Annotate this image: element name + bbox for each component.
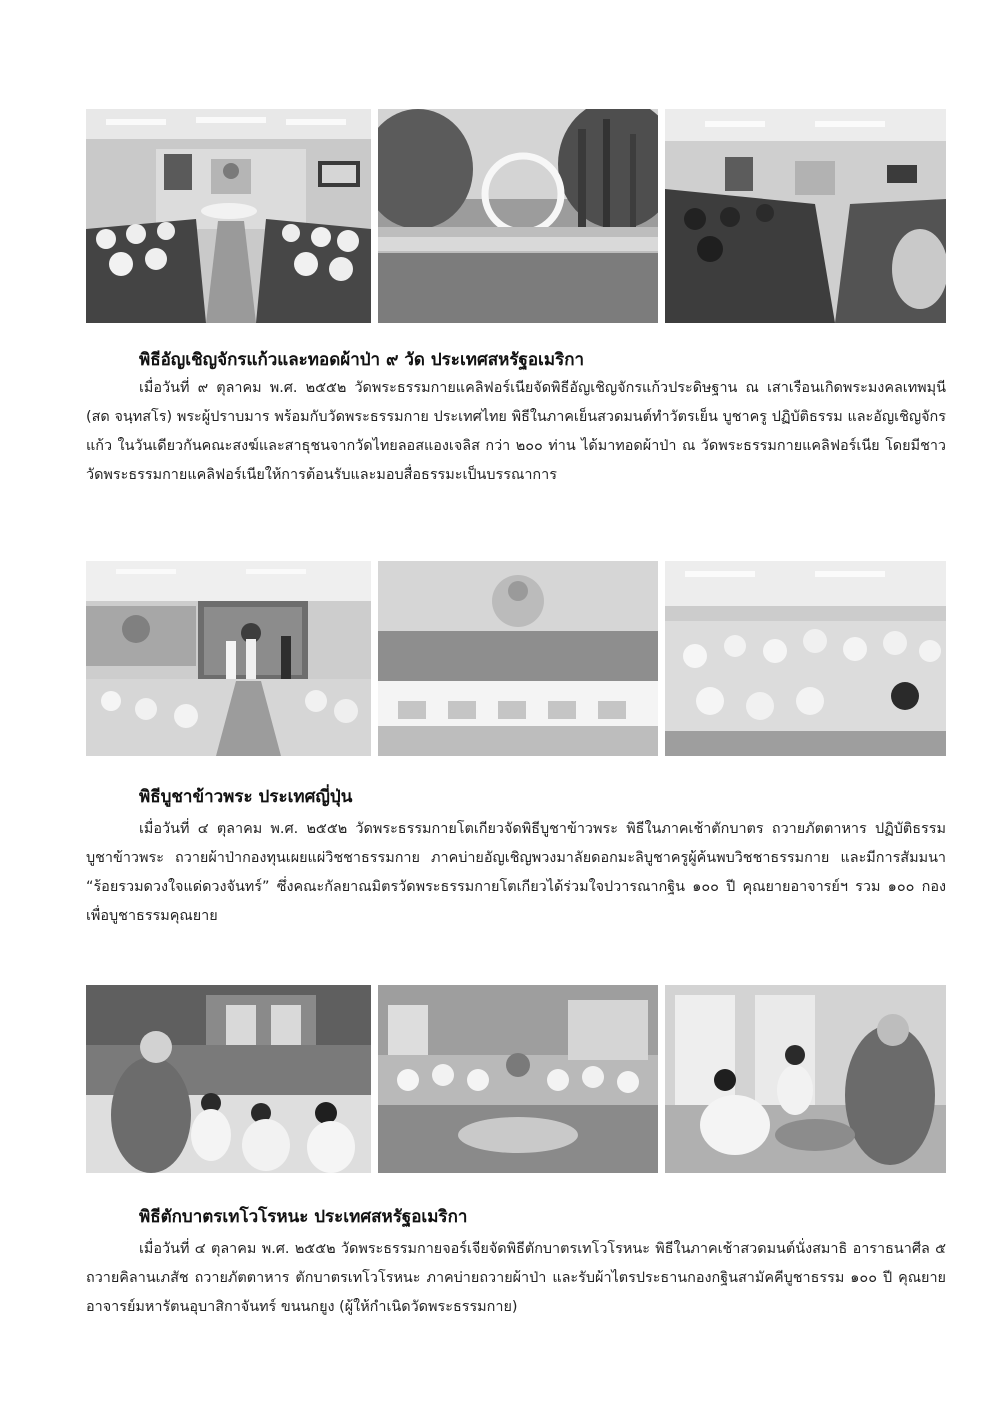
photo-row-california xyxy=(86,109,946,323)
photo-row-georgia xyxy=(86,985,946,1173)
photo-crystal-ball-outdoor xyxy=(378,109,658,323)
photo-garland-offering-crowd xyxy=(665,561,946,756)
section-body-tokyo: เมื่อวันที่ ๔ ตุลาคม พ.ศ. ๒๕๕๒ วัดพระธรรมกายโตเกียวจัดพิธีบูชาข้าวพระ พิธีในภาคเช้าตักบาตร ถวายภัตตาหาร ปฏิบัติธรรม บูชาข้าวพระ ถวายผ้าป่ากองทุนเผยแผ่วิชชาธรรมกาย ภาคบ่ายอัญเชิญพวงมาลัยดอกมะลิบูชาครูผู้ค้นพบวิชชาธรรมกาย และมีการสัมมนา “ร้อยรวมดวงใจแด่ดวงจันทร์” ซึ่งคณะกัลยาณมิตรวัดพระธรรมกายโตเกียวได้ร่วมใจปวารณากฐิน ๑๐๐ ปี คุณยายอาจารย์ฯ รวม ๑๐๐ กอง เพื่อบูชาธรรมคุณยาย xyxy=(86,821,946,924)
photo-stage-ceremony xyxy=(86,561,371,756)
photo-indoor-group-prayer xyxy=(378,985,658,1173)
photo-meditation-hall-audience xyxy=(86,109,371,323)
section-title-tokyo: พิธีบูชาข้าวพระ ประเทศญี่ปุ่น xyxy=(139,787,353,807)
section-title-georgia: พิธีตักบาตรเทโวโรหนะ ประเทศสหรัฐอเมริกา xyxy=(139,1207,468,1227)
photo-hall-side-view xyxy=(665,109,946,323)
photo-monk-receiving-robe xyxy=(665,985,946,1173)
section-body-georgia: เมื่อวันที่ ๔ ตุลาคม พ.ศ. ๒๕๕๒ วัดพระธรรมกายจอร์เจียจัดพิธีตักบาตรเทโวโรหนะ พิธีในภาคเช้าสวดมนต์นั่งสมาธิ อาราธนาศีล ๕ ถวายคิลานเภสัช ถวายภัตตาหาร ตักบาตรเทโวโรหนะ ภาคบ่ายถวายผ้าป่า และรับผ้าไตรประธานกองกฐินสามัคคีบูชาธรรม ๑๐๐ ปี คุณยายอาจารย์มหารัตนอุบาสิกาจันทร์ ขนนกยูง (ผู้ให้กำเนิดวัดพระธรรมกาย) xyxy=(86,1241,946,1315)
section-title-california: พิธีอัญเชิญจักรแก้วและทอดผ้าป่า ๙ วัด ประเทศสหรัฐอเมริกา xyxy=(139,350,585,370)
section-body-california: เมื่อวันที่ ๙ ตุลาคม พ.ศ. ๒๕๕๒ วัดพระธรรมกายแคลิฟอร์เนียจัดพิธีอัญเชิญจักรแก้วประดิษฐาน ณ เสาเรือนเกิดพระมงคลเทพมุนี (สด จนฺทสโร) พระผู้ปราบมาร พร้อมกับวัดพระธรรมกาย ประเทศไทย พิธีในภาคเย็นสวดมนต์ทำวัตรเย็น บูชาครู ปฏิบัติธรรม และอัญเชิญจักรแก้ว ในวันเดียวกันคณะสงฆ์และสาธุชนจากวัดไทยลอสแองเจลิส กว่า ๒๐๐ ท่าน ได้มาทอดผ้าป่า ณ วัดพระธรรมกายแคลิฟอร์เนีย โดยมีชาววัดพระธรรมกายแคลิฟอร์เนียให้การต้อนรับและมอบสื่อธรรมะเป็นบรรณาการ xyxy=(86,380,946,483)
photo-row-tokyo xyxy=(86,561,946,756)
photo-monk-alms-outdoor xyxy=(86,985,371,1173)
photo-buddha-offering-rows xyxy=(378,561,658,756)
